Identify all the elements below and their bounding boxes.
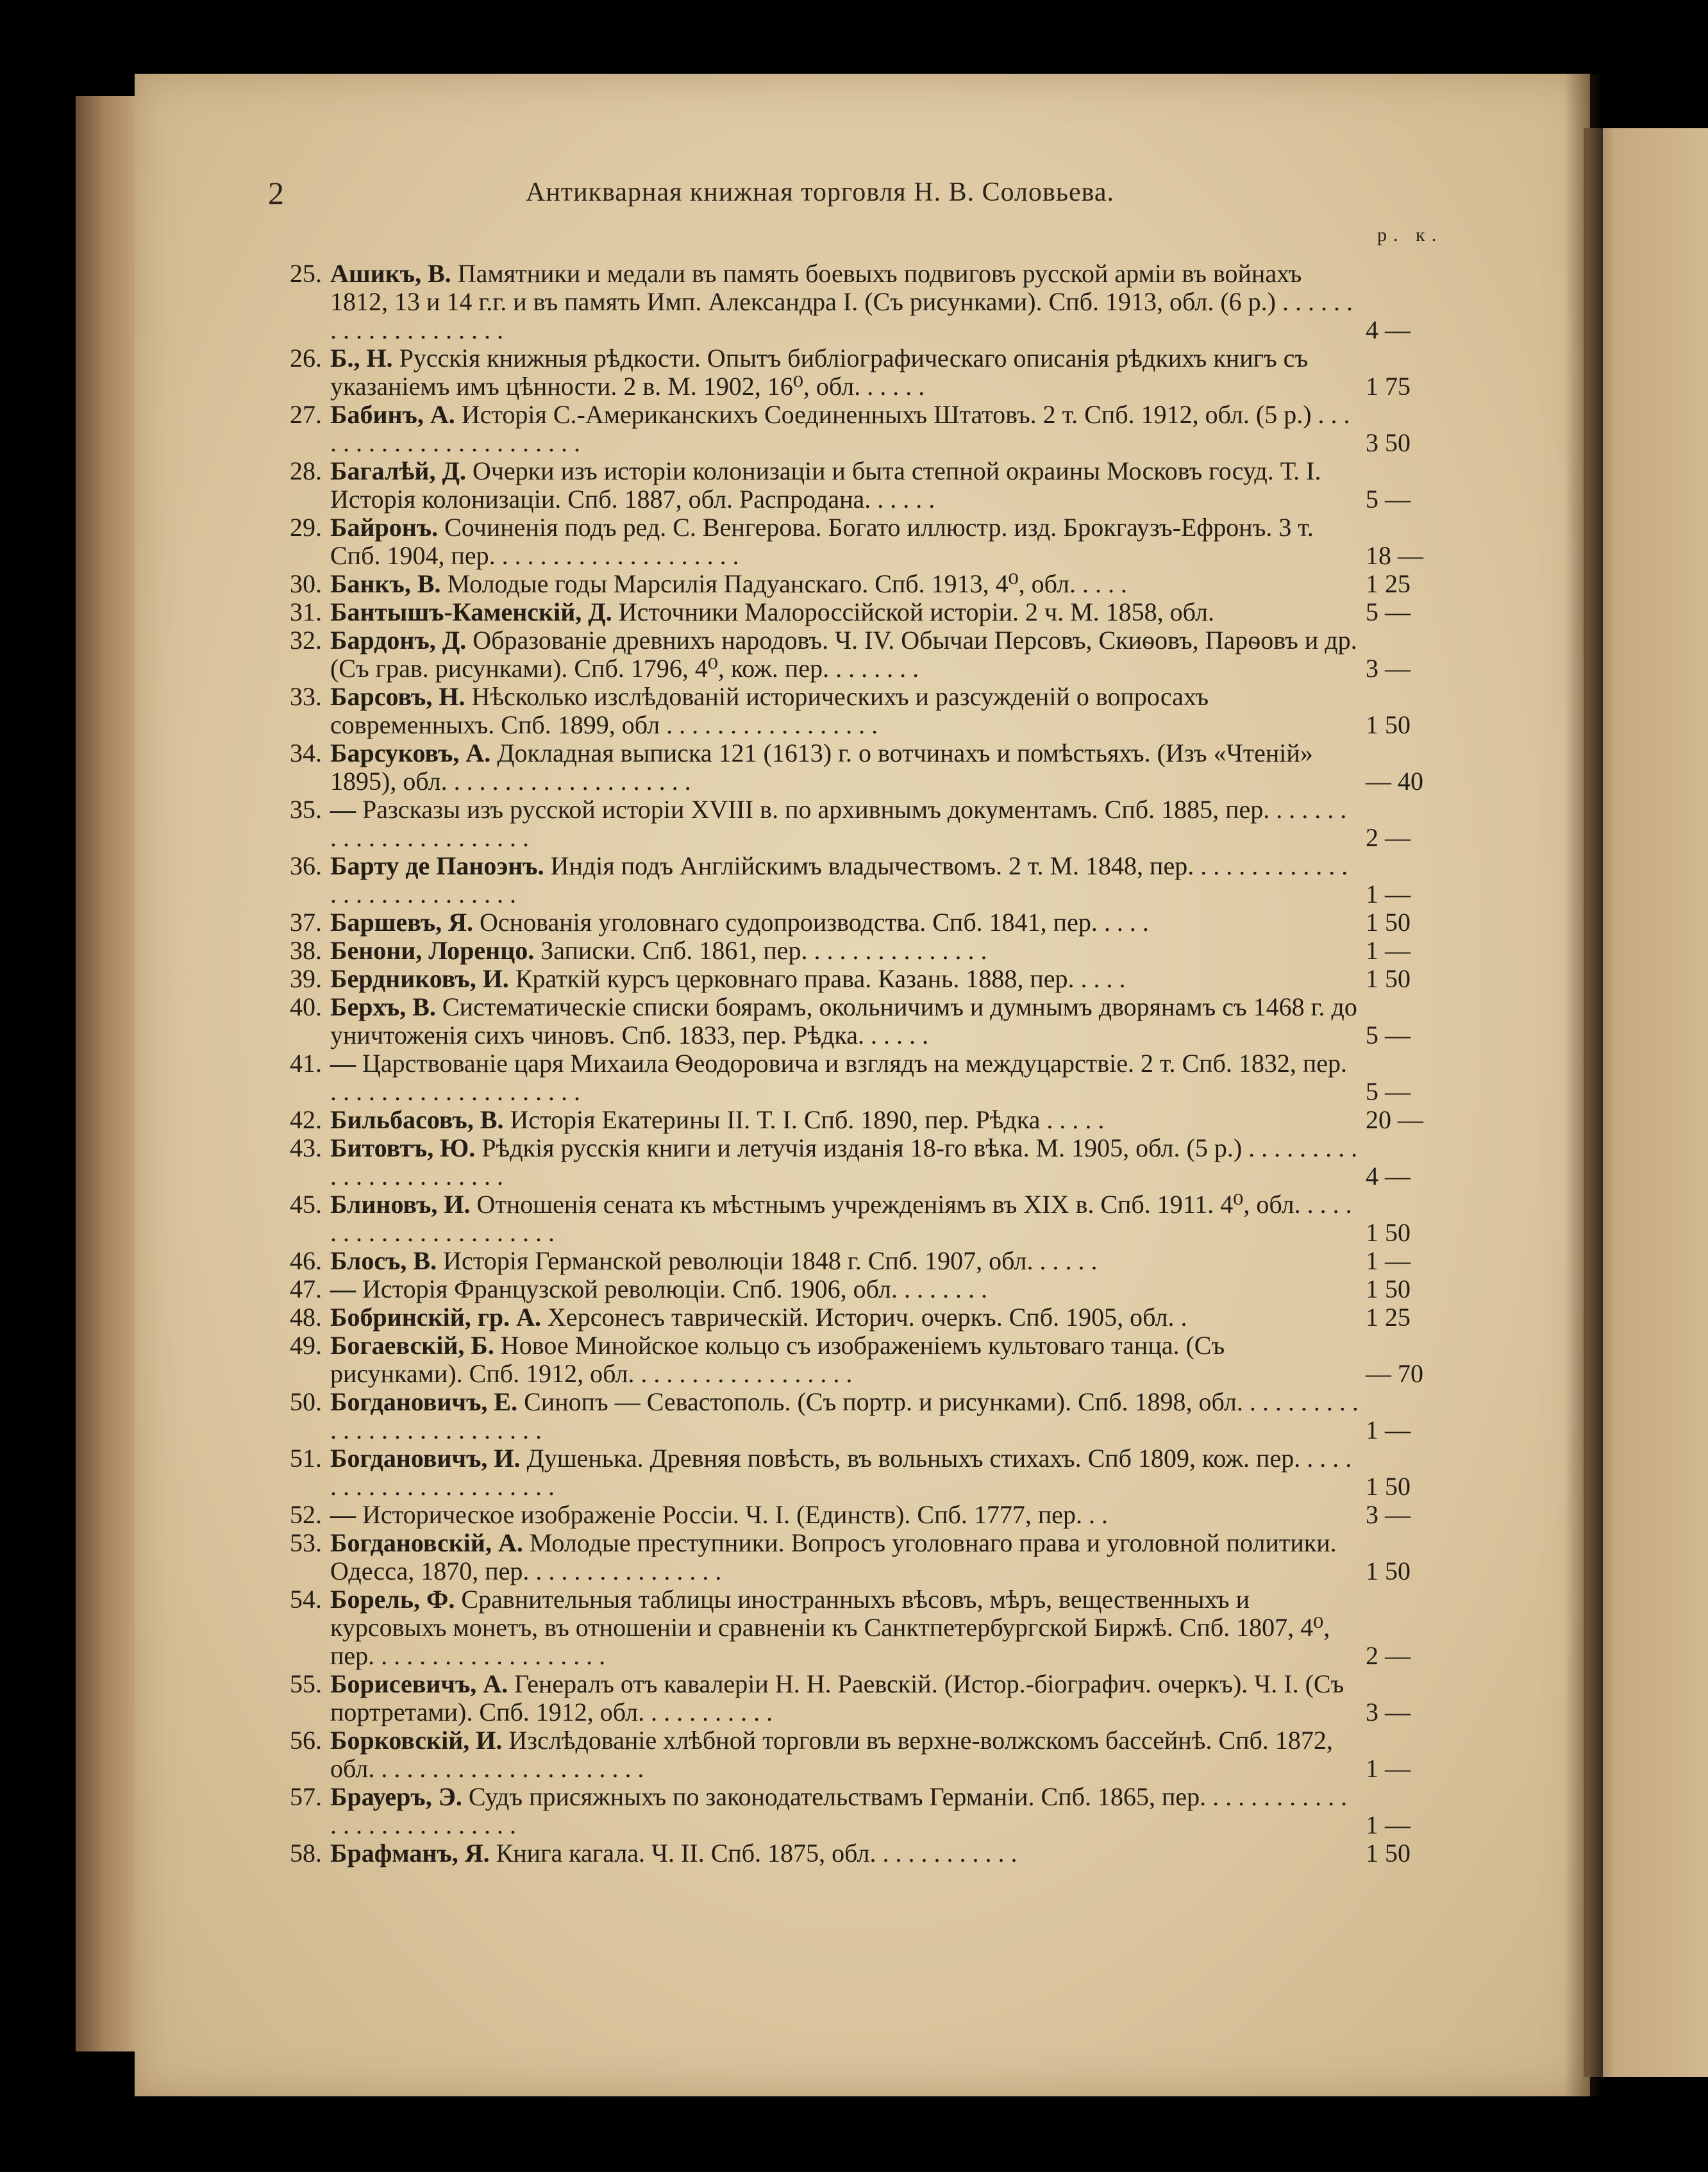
catalog-entry: [276, 1190, 1455, 1247]
catalog-entry: [276, 1388, 1455, 1444]
entry-price: 1 50: [1366, 1472, 1411, 1501]
entry-price: 1 50: [1366, 1839, 1411, 1867]
entry-author: Банкъ, В.: [330, 569, 441, 598]
entry-description: Изслѣдованіе хлѣбной торговли въ верхне-волжскомъ бассейнѣ. Спб. 1872, обл. . . . . . . . . . . . . . . . . . . . . .: [330, 1726, 1333, 1783]
entry-description: Источники Малороссійской исторіи. 2 ч. М. 1858, обл.: [618, 597, 1214, 626]
catalog-entry: [276, 1444, 1455, 1501]
entry-number: 45.: [290, 1190, 322, 1219]
entry-price: 1 50: [1366, 1274, 1411, 1303]
entry-price: 1 50: [1366, 710, 1411, 739]
entry-author: —: [330, 1049, 356, 1078]
entry-number: 36.: [290, 851, 322, 880]
entry-author: —: [330, 1500, 356, 1529]
entry-number: 32.: [290, 626, 322, 655]
catalog-entry: [276, 1275, 1455, 1303]
entry-number: 27.: [290, 400, 322, 429]
catalog-entry: [276, 598, 1455, 626]
entry-description: Записки. Спб. 1861, пер. . . . . . . . . . . . . . .: [540, 936, 987, 965]
entry-number: 47.: [290, 1274, 322, 1303]
entry-number: 51.: [290, 1444, 322, 1473]
entry-number: 53.: [290, 1528, 322, 1557]
catalog-entry: [276, 1670, 1455, 1726]
entry-description: Систематическіе списки боярамъ, окольничимъ и думнымъ дворянамъ съ 1468 г. до уничтоженія сихъ чиновъ. Спб. 1833, пер. Рѣдка. . . . . .: [330, 992, 1357, 1049]
entry-price: 18 —: [1366, 541, 1423, 570]
entry-description: Отношенія сената къ мѣстнымъ учрежденіямъ въ XIX в. Спб. 1911. 4⁰, обл. . . . . . . . . . . . . . . . . . . . . . .: [330, 1190, 1352, 1247]
entry-number: 55.: [290, 1669, 322, 1698]
catalog-entry: [276, 965, 1455, 993]
entry-author: Бенони, Лоренцо.: [330, 936, 535, 965]
entry-number: 38.: [290, 936, 322, 965]
entry-author: Багалѣй, Д.: [330, 456, 466, 485]
entry-author: Бобринскій, гр. А.: [330, 1303, 542, 1332]
catalog-listing: [276, 260, 1455, 1867]
entry-description: Индія подъ Англійскимъ владычествомъ. 2 т. М. 1848, пер. . . . . . . . . . . . . . . . . . . . . . . . . . . .: [330, 851, 1348, 908]
entry-description: Рѣдкія русскія книги и летучія изданія 18-го вѣка. М. 1905, обл. (5 р.) . . . . . . . . . . . . . . . . . . . . . . .: [330, 1133, 1358, 1190]
catalog-entry: [276, 739, 1455, 796]
entry-description: Синопъ — Севастополь. (Съ портр. и рисунками). Спб. 1898, обл. . . . . . . . . . . . . . . . . . . . . . . . . . .: [330, 1387, 1359, 1444]
catalog-entry: [276, 852, 1455, 908]
entry-number: 35.: [290, 795, 322, 824]
entry-number: 25.: [290, 259, 322, 288]
entry-number: 54.: [290, 1585, 322, 1614]
entry-description: Нѣсколько изслѣдованій историческихъ и разсужденій о вопросахъ современныхъ. Спб. 1899, обл . . . . . . . . . . . . . . . . .: [330, 682, 1209, 739]
entry-number: 28.: [290, 456, 322, 485]
entry-number: 40.: [290, 992, 322, 1021]
entry-price: 20 —: [1366, 1105, 1423, 1134]
entry-author: Борковскій, И.: [330, 1726, 503, 1755]
entry-author: Барту де Паноэнъ.: [330, 851, 544, 880]
entry-number: 34.: [290, 739, 322, 767]
entry-number: 29.: [290, 513, 322, 542]
entry-description: Сравнительныя таблицы иностранныхъ вѣсовъ, мѣръ, вещественныхъ и курсовыхъ монетъ, въ отношеніи и сравненіи къ Санктпетербургской Биржѣ. Спб. 1807, 4⁰, пер. . . . . . . . . . . . . . . . . . .: [330, 1585, 1330, 1670]
entry-price: — 40: [1366, 767, 1423, 796]
entry-author: Берхъ, В.: [330, 992, 436, 1021]
entry-description: Генералъ отъ кавалеріи Н. Н. Раевскій. (Истор.-біографич. очеркъ). Ч. I. (Съ портретами). Спб. 1912, обл. . . . . . . . . . .: [330, 1669, 1344, 1726]
page-header: [256, 174, 1449, 219]
catalog-entry: [276, 1839, 1455, 1867]
entry-number: 42.: [290, 1105, 322, 1134]
page-number: 2: [268, 175, 284, 211]
catalog-entry: [276, 796, 1455, 852]
entry-price: 3 —: [1366, 1698, 1411, 1726]
entry-number: 56.: [290, 1726, 322, 1755]
entry-price: 5 —: [1366, 485, 1411, 514]
entry-price: 1 —: [1366, 936, 1411, 965]
entry-description: Молодые годы Марсилія Падуанскаго. Спб. 1913, 4⁰, обл. . . . .: [447, 569, 1127, 598]
catalog-entry: [276, 1332, 1455, 1388]
entry-description: Историческое изображеніе Россіи. Ч. I. (Единств). Спб. 1777, пер. . .: [362, 1500, 1109, 1529]
entry-number: 41.: [290, 1049, 322, 1078]
catalog-entry: [276, 908, 1455, 937]
entry-author: Богаевскій, Б.: [330, 1331, 494, 1360]
entry-price: 1 75: [1366, 372, 1411, 401]
entry-number: 26.: [290, 344, 322, 372]
entry-price: 1 50: [1366, 1557, 1411, 1585]
entry-price: 2 —: [1366, 1641, 1411, 1670]
entry-author: Брафманъ, Я.: [330, 1839, 490, 1867]
catalog-entry: [276, 570, 1455, 598]
catalog-entry: [276, 1585, 1455, 1670]
entry-author: Борель, Ф.: [330, 1585, 455, 1614]
entry-price: 4 —: [1366, 315, 1411, 344]
entry-number: 37.: [290, 908, 322, 937]
entry-price: 1 50: [1366, 908, 1411, 937]
entry-number: 31.: [290, 597, 322, 626]
entry-author: —: [330, 795, 356, 824]
entry-price: 3 —: [1366, 1500, 1411, 1529]
catalog-entry: [276, 993, 1455, 1049]
catalog-entry: [276, 514, 1455, 570]
entry-price: 1 25: [1366, 1303, 1411, 1332]
entry-price: 1 25: [1366, 569, 1411, 598]
entry-price: — 70: [1366, 1359, 1423, 1388]
entry-number: 58.: [290, 1839, 322, 1867]
entry-description: Краткій курсъ церковнаго права. Казань. 1888, пер. . . . .: [515, 964, 1126, 993]
catalog-entry: [276, 457, 1455, 514]
entry-description: Основанія уголовнаго судопроизводства. Спб. 1841, пер. . . . .: [480, 908, 1149, 937]
entry-number: 52.: [290, 1500, 322, 1529]
entry-author: Барсовъ, Н.: [330, 682, 465, 711]
entry-number: 46.: [290, 1246, 322, 1275]
entry-number: 39.: [290, 964, 322, 993]
entry-price: 5 —: [1366, 1077, 1411, 1106]
entry-author: Бильбасовъ, В.: [330, 1105, 504, 1134]
entry-author: Байронъ.: [330, 513, 439, 542]
entry-description: Очерки изъ исторіи колонизаціи и быта степной окраины Московъ госуд. Т. I. Исторія колонизаціи. Спб. 1887, обл. Распродана. . . . . .: [330, 456, 1321, 514]
entry-price: 3 50: [1366, 428, 1411, 457]
entry-author: Бабинъ, А.: [330, 400, 455, 429]
entry-description: Исторія Французской революціи. Спб. 1906, обл. . . . . . . .: [362, 1274, 987, 1303]
entry-price: 4 —: [1366, 1162, 1411, 1190]
catalog-entry: [276, 1726, 1455, 1783]
catalog-entry: [276, 1247, 1455, 1275]
entry-price: 3 —: [1366, 654, 1411, 683]
catalog-entry: [276, 683, 1455, 739]
entry-number: 49.: [290, 1331, 322, 1360]
entry-price: 1 —: [1366, 1754, 1411, 1783]
entry-description: Судъ присяжныхъ по законодательствамъ Германіи. Спб. 1865, пер. . . . . . . . . . . . . . . . . . . . . . . . . . .: [330, 1782, 1348, 1839]
entry-author: Борисевичъ, А.: [330, 1669, 508, 1698]
entry-author: Битовтъ, Ю.: [330, 1133, 476, 1162]
entry-description: Русскія книжныя рѣдкости. Опытъ библіографическаго описанія рѣдкихъ книгъ съ указаніемъ имъ цѣнности. 2 в. М. 1902, 16⁰, обл. . . . . .: [330, 344, 1309, 401]
page-gutter: [1564, 74, 1603, 2096]
entry-description: Исторія Германской революціи 1848 г. Спб. 1907, обл. . . . . .: [443, 1246, 1098, 1275]
catalog-entry: [276, 626, 1455, 683]
entry-description: Докладная выписка 121 (1613) г. о вотчинахъ и помѣстьяхъ. (Изъ «Чтеній» 1895), обл. . . . . . . . . . . . . . . . . . . .: [330, 739, 1313, 796]
entry-description: Херсонесъ таврическій. Историч. очеркъ. Спб. 1905, обл. .: [548, 1303, 1187, 1332]
entry-price: 2 —: [1366, 823, 1411, 852]
catalog-entry: [276, 1049, 1455, 1106]
entry-author: Б., Н.: [330, 344, 393, 372]
entry-price: 1 —: [1366, 1810, 1411, 1839]
entry-author: Богдановичъ, И.: [330, 1444, 521, 1473]
entry-number: 48.: [290, 1303, 322, 1332]
catalog-entry: [276, 1783, 1455, 1839]
entry-author: Барсуковъ, А.: [330, 739, 491, 767]
entry-number: 57.: [290, 1782, 322, 1811]
entry-number: 30.: [290, 569, 322, 598]
entry-author: Баршевъ, Я.: [330, 908, 474, 937]
catalog-entry: [276, 1303, 1455, 1332]
entry-price: 1 50: [1366, 1218, 1411, 1247]
entry-description: Сочиненія подъ ред. С. Венгерова. Богато иллюстр. изд. Брокгаузъ-Ефронъ. 3 т. Спб. 1904, пер. . . . . . . . . . . . . . . . . . . .: [330, 513, 1314, 570]
catalog-entry: [276, 344, 1455, 401]
entry-author: Бардонъ, Д.: [330, 626, 467, 655]
entry-author: —: [330, 1274, 356, 1303]
entry-price: 1 50: [1366, 964, 1411, 993]
catalog-entry: [276, 1501, 1455, 1529]
entry-description: Книга кагала. Ч. II. Спб. 1875, обл. . . . . . . . . . . .: [496, 1839, 1017, 1867]
entry-price: 1 —: [1366, 1416, 1411, 1444]
entry-author: Бантышъ-Каменскій, Д.: [330, 597, 612, 626]
price-column-header: р. к.: [1377, 224, 1443, 246]
entry-price: 1 —: [1366, 1246, 1411, 1275]
catalog-entry: [276, 1529, 1455, 1585]
entry-price: 1 —: [1366, 880, 1411, 908]
catalog-entry: [276, 1106, 1455, 1134]
entry-description: Исторія С.-Американскихъ Соединенныхъ Штатовъ. 2 т. Спб. 1912, обл. (5 р.) . . . . . . . . . . . . . . . . . . . . . . .: [330, 400, 1350, 457]
entry-author: Богдановскій, А.: [330, 1528, 523, 1557]
entry-author: Бердниковъ, И.: [330, 964, 509, 993]
entry-description: Молодые преступники. Вопросъ уголовнаго права и уголовной политики. Одесса, 1870, пер. . . . . . . . . . . . . . . .: [330, 1528, 1337, 1585]
entry-description: Образованіе древнихъ народовъ. Ч. IV. Обычаи Персовъ, Скиѳовъ, Парѳовъ и др. (Съ грав. рисунками). Спб. 1796, 4⁰, кож. пер. . . . . . . .: [330, 626, 1357, 683]
entry-description: Памятники и медали въ память боевыхъ подвиговъ русской арміи въ войнахъ 1812, 13 и 14 г.г. и въ память Имп. Александра I. (Съ рисунками). Спб. 1913, обл. (6 р.) . . . . . . . . . . . . . . . . . . . .: [330, 259, 1353, 344]
entry-price: 5 —: [1366, 1021, 1411, 1049]
entry-description: Новое Минойское кольцо съ изображеніемъ культоваго танца. (Съ рисунками). Спб. 1912, обл. . . . . . . . . . . . . . . . . .: [330, 1331, 1225, 1388]
entry-description: Душенька. Древняя повѣсть, въ вольныхъ стихахъ. Спб 1809, кож. пер. . . . . . . . . . . . . . . . . . . . . . .: [330, 1444, 1352, 1501]
entry-price: 5 —: [1366, 597, 1411, 626]
entry-author: Блиновъ, И.: [330, 1190, 471, 1219]
entry-author: Ашикъ, В.: [330, 259, 451, 288]
entry-description: Исторія Екатерины II. Т. I. Спб. 1890, пер. Рѣдка . . . . .: [510, 1105, 1105, 1134]
entry-number: 33.: [290, 682, 322, 711]
entry-number: 50.: [290, 1387, 322, 1416]
entry-description: Разсказы изъ русской исторіи XVIII в. по архивнымъ документамъ. Спб. 1885, пер. . . . . . . . . . . . . . . . . . . . . . .: [330, 795, 1347, 852]
entry-author: Богдановичъ, Е.: [330, 1387, 518, 1416]
entry-description: Царствованіе царя Михаила Ѳеодоровича и взглядъ на междуцарствіе. 2 т. Спб. 1832, пер. . . . . . . . . . . . . . . . . . . . .: [330, 1049, 1348, 1106]
entry-author: Блосъ, В.: [330, 1246, 437, 1275]
entry-number: 43.: [290, 1133, 322, 1162]
catalog-entry: [276, 401, 1455, 457]
running-title: Антикварная книжная торговля Н. В. Соловьева.: [526, 178, 1115, 207]
entry-author: Брауеръ, Э.: [330, 1782, 462, 1811]
catalog-entry: [276, 260, 1455, 344]
catalog-entry: [276, 1134, 1455, 1190]
catalog-entry: [276, 937, 1455, 965]
